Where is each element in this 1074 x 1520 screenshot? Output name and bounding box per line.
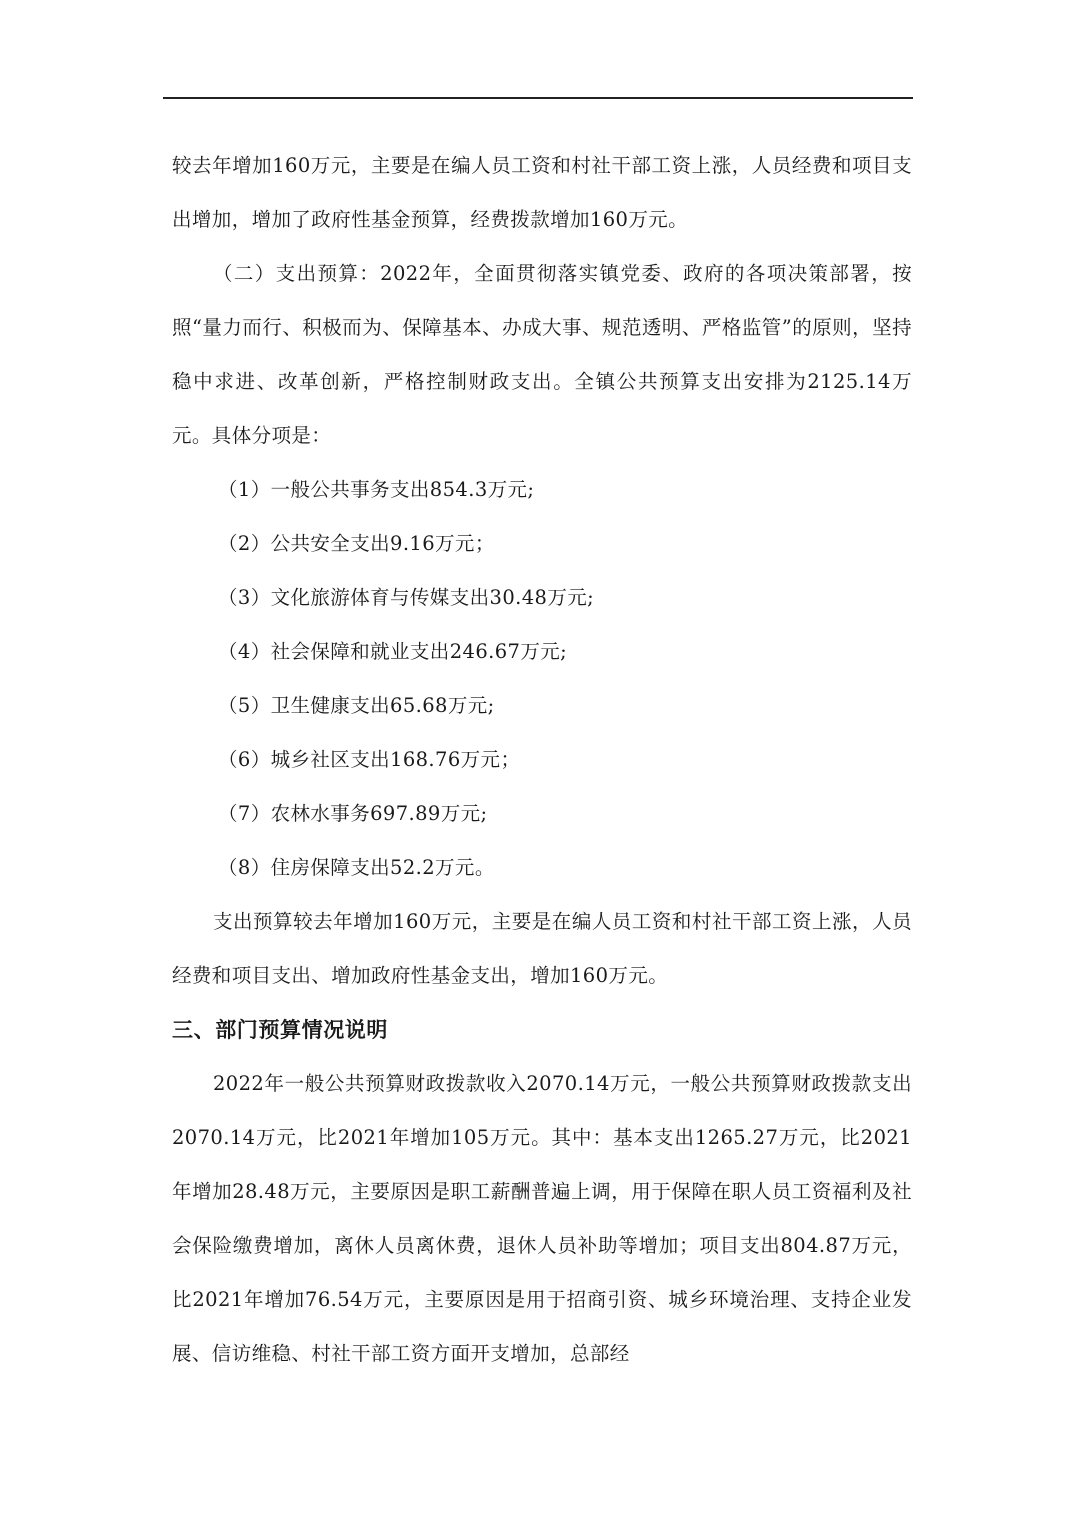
department-budget-paragraph: 2022年一般公共预算财政拨款收入2070.14万元，一般公共预算财政拨款支出2070.14万元，比2021年增加105万元。其中：基本支出1265.27万元，比2021年增加28.48万元，主要原因是职工薪酬普遍上调，用于保障在职人员工资福利及社会保险缴费增加，离休人员离休费，退休人员补助等增加；项目支出804.87万元，比2021年增加76.54万元，主要原因是用于招商引资、城乡环境治理、支持企业发展、信访维稳、村社干部工资方面开支增加，总部经	[172, 1072, 912, 1365]
section-heading: 三、部门预算情况说明	[172, 1018, 388, 1042]
header-rule	[163, 97, 913, 99]
expenditure-item: （7）农林水事务697.89万元;	[218, 802, 488, 825]
income-summary-paragraph: 较去年增加160万元，主要是在编人员工资和村社干部工资上涨，人员经费和项目支出增加，增加了政府性基金预算，经费拨款增加160万元。	[172, 154, 912, 231]
expenditure-item: （5）卫生健康支出65.68万元;	[218, 694, 495, 717]
expenditure-item: （2）公共安全支出9.16万元；	[218, 532, 495, 555]
expenditure-change-paragraph: 支出预算较去年增加160万元，主要是在编人员工资和村社干部工资上涨，人员经费和项目支出、增加政府性基金支出，增加160万元。	[172, 910, 912, 987]
expenditure-budget-paragraph: （二）支出预算：2022年，全面贯彻落实镇党委、政府的各项决策部署，按照“量力而行、积极而为、保障基本、办成大事、规范透明、严格监管”的原则，坚持稳中求进、改革创新，严格控制财政支出。全镇公共预算支出安排为2125.14万元。具体分项是：	[172, 262, 912, 447]
expenditure-item: （6）城乡社区支出168.76万元；	[218, 748, 521, 771]
expenditure-item: （1）一般公共事务支出854.3万元;	[218, 478, 535, 501]
expenditure-item: （8）住房保障支出52.2万元。	[218, 856, 495, 879]
document-body	[172, 139, 912, 1381]
expenditure-item-list	[172, 463, 912, 895]
expenditure-item: （4）社会保障和就业支出246.67万元;	[218, 640, 568, 663]
expenditure-item: （3）文化旅游体育与传媒支出30.48万元;	[218, 586, 595, 609]
